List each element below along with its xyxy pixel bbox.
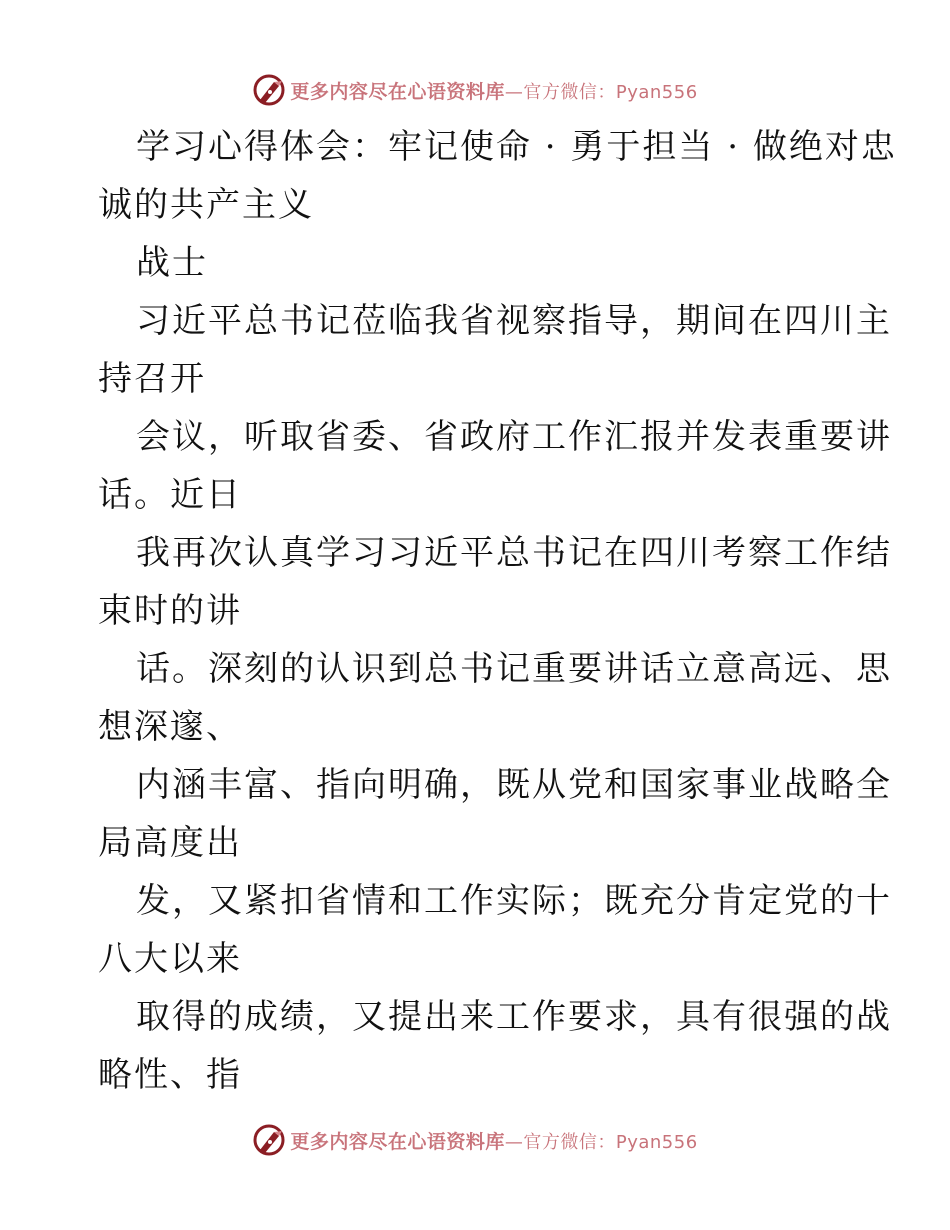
pen-nib-logo-icon (252, 1123, 286, 1157)
body-line: 会议，听取省委、省政府工作汇报并发表重要讲 (136, 417, 892, 457)
body-line: 战士 (136, 243, 208, 283)
footer-site-text: 更多内容尽在心语资料库 (290, 1130, 505, 1153)
body-line: 略性、指 (98, 1055, 242, 1095)
header-site-text: 更多内容尽在心语资料库 (290, 80, 505, 103)
footer-watermark-banner (0, 1120, 950, 1160)
body-line: 内涵丰富、指向明确，既从党和国家事业战略全 (136, 765, 892, 805)
document-body (98, 118, 897, 1104)
body-line: 束时的讲 (98, 591, 242, 631)
header-wechat-text: —官方微信：Pyan556 (504, 81, 698, 103)
footer-wechat-text: —官方微信：Pyan556 (504, 1131, 698, 1153)
body-line: 我再次认真学习习近平总书记在四川考察工作结 (136, 533, 892, 573)
body-line: 诚的共产主义 (98, 185, 314, 225)
body-line: 话。近日 (98, 475, 242, 515)
footer-banner-text (290, 1127, 697, 1154)
body-line: 学习心得体会：牢记使命 · 勇于担当 · 做绝对忠 (136, 127, 897, 167)
body-line: 持召开 (98, 359, 206, 399)
pen-nib-logo-icon (252, 73, 286, 107)
body-line: 发，又紧扣省情和工作实际；既充分肯定党的十 (136, 881, 892, 921)
header-banner-text (290, 77, 697, 104)
body-line: 取得的成绩，又提出来工作要求，具有很强的战 (136, 997, 892, 1037)
body-line: 话。深刻的认识到总书记重要讲话立意高远、思 (136, 649, 892, 689)
body-line: 想深邃、 (98, 707, 242, 747)
body-line: 八大以来 (98, 939, 242, 979)
header-watermark-banner (0, 70, 950, 110)
body-line: 习近平总书记莅临我省视察指导，期间在四川主 (136, 301, 892, 341)
body-line: 局高度出 (98, 823, 242, 863)
